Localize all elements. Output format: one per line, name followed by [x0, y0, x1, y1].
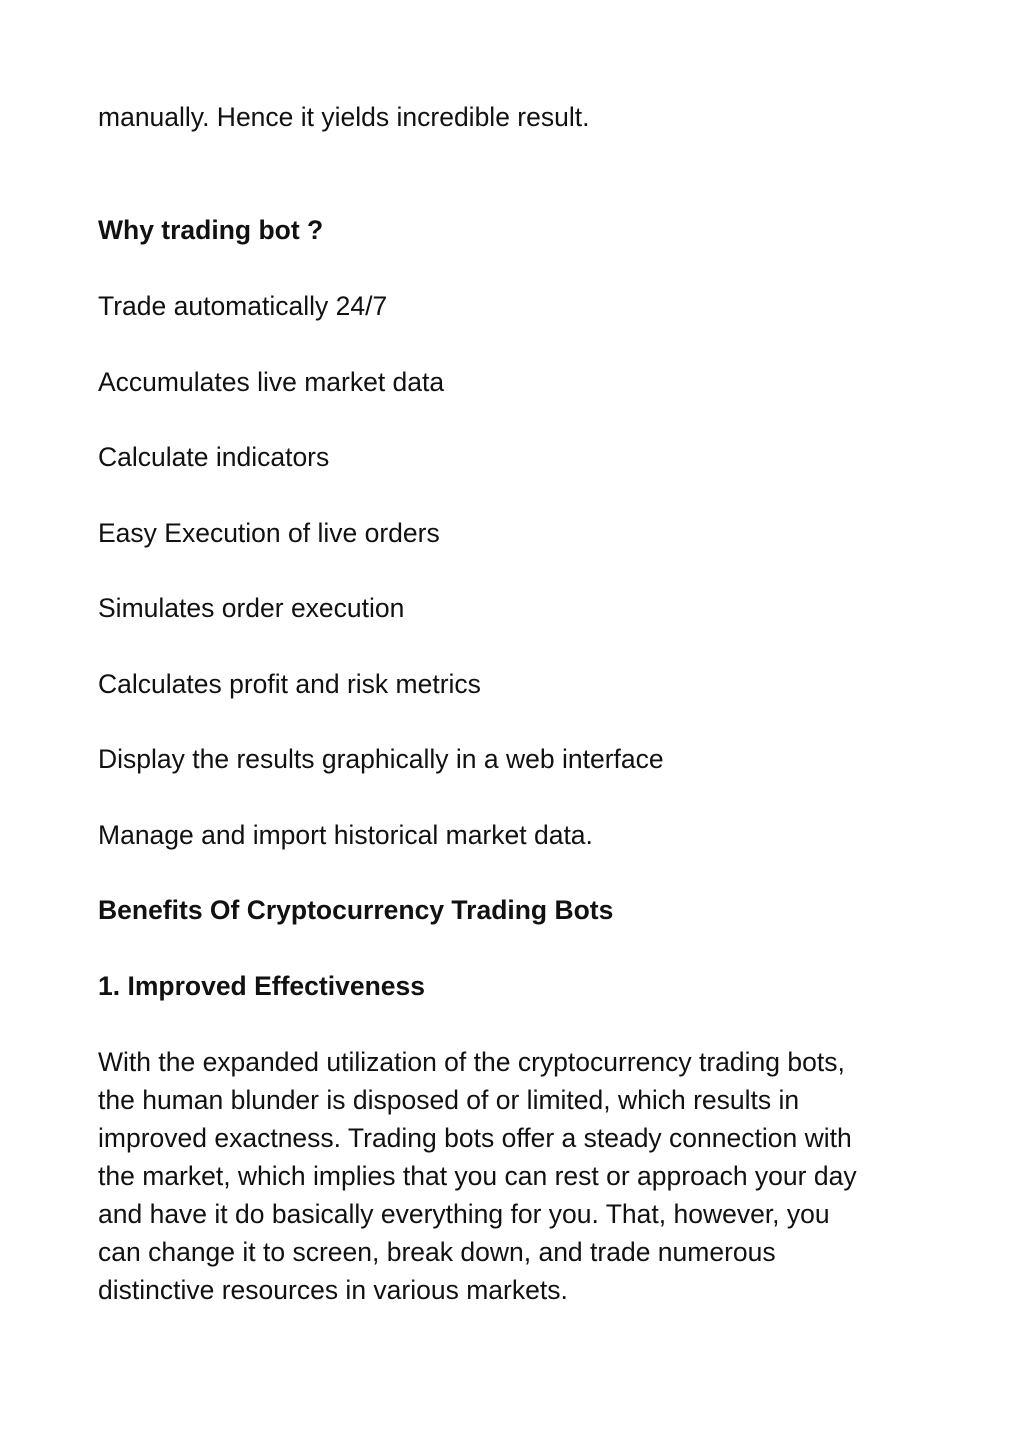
paragraph-line: and have it do basically everything for you. That, however, you: [98, 1199, 830, 1229]
paragraph-line: distinctive resources in various markets.: [98, 1275, 568, 1305]
section-heading-improved-effectiveness: 1. Improved Effectiveness: [98, 971, 425, 1001]
paragraph-line: improved exactness. Trading bots offer a steady connection with: [98, 1123, 852, 1153]
feature-item: Calculates profit and risk metrics: [98, 669, 481, 699]
benefits-heading: Benefits Of Cryptocurrency Trading Bots: [98, 895, 614, 925]
feature-item: Calculate indicators: [98, 442, 330, 472]
feature-item: Simulates order execution: [98, 593, 405, 623]
feature-item: Easy Execution of live orders: [98, 518, 440, 548]
improved-effectiveness-paragraph: [98, 1043, 928, 1309]
paragraph-line: the human blunder is disposed of or limited, which results in: [98, 1085, 800, 1115]
paragraph-line: the market, which implies that you can rest or approach your day: [98, 1161, 857, 1191]
feature-item: Display the results graphically in a web interface: [98, 744, 664, 774]
feature-item: Accumulates live market data: [98, 367, 445, 397]
intro-tail-text: manually. Hence it yields incredible result.: [98, 102, 590, 132]
paragraph-line: can change it to screen, break down, and trade numerous: [98, 1237, 776, 1267]
feature-item: Manage and import historical market data.: [98, 820, 593, 850]
paragraph-line: With the expanded utilization of the cryptocurrency trading bots,: [98, 1047, 845, 1077]
why-trading-bot-heading: Why trading bot ?: [98, 215, 324, 245]
feature-item: Trade automatically 24/7: [98, 291, 388, 321]
